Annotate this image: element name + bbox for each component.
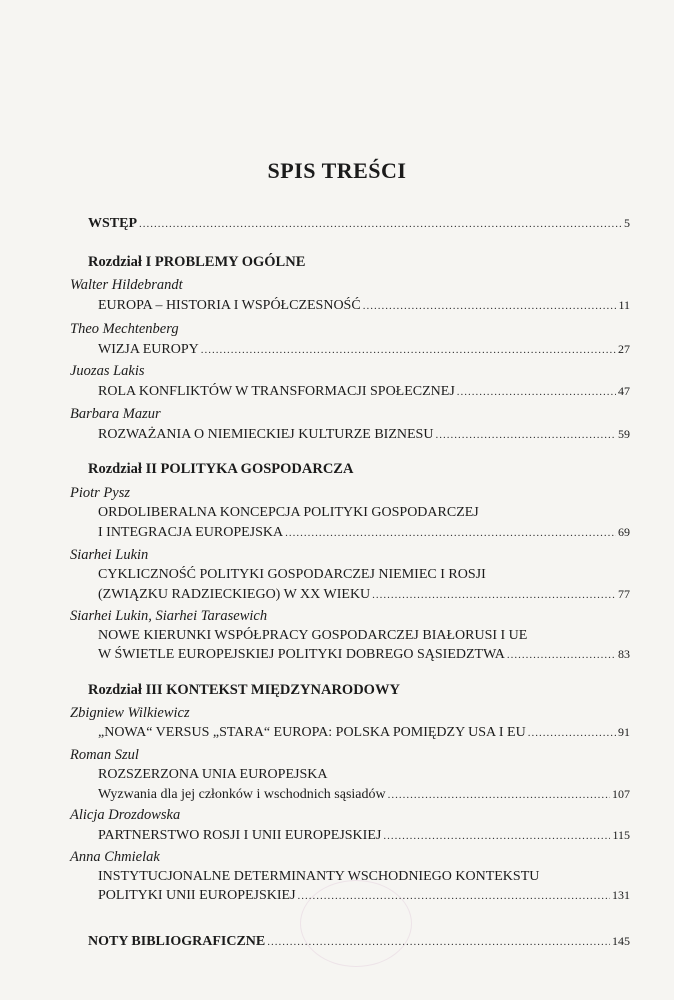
entry-title: PARTNERSTWO ROSJI I UNII EUROPEJSKIEJ bbox=[98, 828, 382, 843]
entry-title: I INTEGRACJA EUROPEJSKA bbox=[98, 525, 284, 540]
entry-author: Juozas Lakis bbox=[70, 363, 145, 379]
page-number: 91 bbox=[618, 725, 630, 739]
entry-title-line: ROZSZERZONA UNIA EUROPEJSKA bbox=[98, 767, 328, 782]
chapter-heading: Rozdział III KONTEKST MIĘDZYNARODOWY bbox=[88, 682, 400, 698]
toc-entry bbox=[98, 723, 630, 742]
toc-entry bbox=[98, 785, 630, 804]
toc-entry bbox=[98, 585, 630, 604]
dot-leader bbox=[435, 426, 616, 444]
entry-author: Zbigniew Wilkiewicz bbox=[70, 705, 190, 721]
entry-author: Siarhei Lukin, Siarhei Tarasewich bbox=[70, 608, 268, 624]
page-number: 131 bbox=[612, 888, 630, 902]
entry-title: ROZWAŻANIA O NIEMIECKIEJ KULTURZE BIZNESU bbox=[98, 427, 434, 442]
page-number: 47 bbox=[618, 384, 630, 398]
dot-leader bbox=[457, 383, 616, 401]
entry-title-line: INSTYTUCJONALNE DETERMINANTY WSCHODNIEGO KONTEKSTU bbox=[98, 869, 540, 884]
page-number: 77 bbox=[618, 587, 630, 601]
faint-stamp-mark bbox=[300, 880, 412, 967]
entry-title: POLITYKI UNII EUROPEJSKIEJ bbox=[98, 888, 296, 903]
toc-entry bbox=[98, 340, 630, 359]
toc-entry bbox=[98, 382, 630, 401]
page-number: 69 bbox=[618, 525, 630, 539]
page-title: SPIS TREŚCI bbox=[267, 158, 407, 183]
dot-leader bbox=[363, 297, 617, 315]
page-number: 27 bbox=[618, 342, 630, 356]
chapter-heading: Rozdział I PROBLEMY OGÓLNE bbox=[88, 254, 306, 270]
entry-title: EUROPA – HISTORIA I WSPÓŁCZESNOŚĆ bbox=[98, 298, 361, 313]
toc-entry-label: WSTĘP bbox=[88, 216, 138, 231]
entry-title: WIZJA EUROPY bbox=[98, 342, 199, 357]
toc-entry bbox=[98, 826, 630, 845]
toc-entry-label: NOTY BIBLIOGRAFICZNE bbox=[88, 934, 266, 949]
entry-title: Wyzwania dla jej członków i wschodnich sąsiadów bbox=[98, 787, 386, 802]
entry-title: W ŚWIETLE EUROPEJSKIEJ POLITYKI DOBREGO SĄSIEDZTWA bbox=[98, 647, 505, 662]
dot-leader bbox=[285, 524, 616, 542]
dot-leader bbox=[201, 341, 616, 359]
entry-author: Theo Mechtenberg bbox=[70, 321, 179, 337]
toc-entry bbox=[98, 425, 630, 444]
entry-title: (ZWIĄZKU RADZIECKIEGO) W XX WIEKU bbox=[98, 587, 371, 602]
dot-leader bbox=[388, 786, 610, 804]
entry-author: Anna Chmielak bbox=[70, 849, 160, 865]
toc-entry bbox=[98, 296, 630, 315]
entry-author: Walter Hildebrandt bbox=[70, 277, 183, 293]
toc-entry bbox=[98, 645, 630, 664]
page-number: 83 bbox=[618, 647, 630, 661]
entry-author: Siarhei Lukin bbox=[70, 547, 149, 563]
page-number: 59 bbox=[618, 427, 630, 441]
entry-title-line: NOWE KIERUNKI WSPÓŁPRACY GOSPODARCZEJ BIAŁORUSI I UE bbox=[98, 628, 528, 643]
dot-leader bbox=[507, 646, 616, 664]
dot-leader bbox=[528, 724, 616, 742]
entry-author: Barbara Mazur bbox=[70, 406, 161, 422]
entry-author: Piotr Pysz bbox=[70, 485, 131, 501]
dot-leader bbox=[139, 215, 622, 233]
page-number: 11 bbox=[618, 298, 630, 312]
toc-entry bbox=[98, 523, 630, 542]
entry-title: ROLA KONFLIKTÓW W TRANSFORMACJI SPOŁECZNEJ bbox=[98, 384, 455, 399]
page-number: 145 bbox=[612, 934, 630, 948]
chapter-heading: Rozdział II POLITYKA GOSPODARCZA bbox=[88, 461, 354, 477]
page-number: 115 bbox=[612, 828, 630, 842]
entry-author: Roman Szul bbox=[70, 747, 139, 763]
entry-title-line: CYKLICZNOŚĆ POLITYKI GOSPODARCZEJ NIEMIEC I ROSJI bbox=[98, 567, 486, 582]
entry-title-line: ORDOLIBERALNA KONCEPCJA POLITYKI GOSPODARCZEJ bbox=[98, 505, 479, 520]
dot-leader bbox=[383, 827, 610, 845]
entry-author: Alicja Drozdowska bbox=[70, 807, 181, 823]
dot-leader bbox=[372, 586, 616, 604]
toc-entry-intro bbox=[88, 214, 630, 233]
entry-title: „NOWA“ VERSUS „STARA“ EUROPA: POLSKA POMIĘDZY USA I EU bbox=[98, 725, 526, 740]
page-number: 5 bbox=[624, 216, 630, 230]
page-number: 107 bbox=[612, 787, 630, 801]
